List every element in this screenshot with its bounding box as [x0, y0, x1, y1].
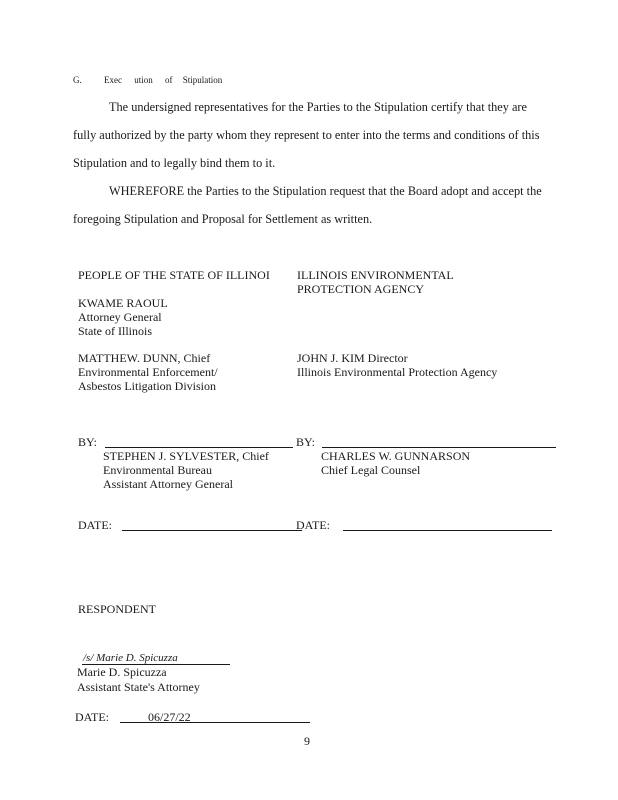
page-number: 9: [304, 734, 310, 748]
left-official-title-2: State of Illinois: [78, 324, 152, 338]
left-chief-title-1: Environmental Enforcement/: [78, 365, 218, 379]
section-word-2: ution: [134, 75, 153, 85]
left-signer-title-2: Assistant Attorney General: [103, 477, 233, 491]
right-signer-name: CHARLES W. GUNNARSON: [321, 449, 471, 463]
respondent-title: Assistant State's Attorney: [77, 680, 200, 694]
left-chief-title-2: Asbestos Litigation Division: [78, 379, 216, 393]
left-by-label: BY:: [78, 435, 97, 449]
right-director-title: Illinois Environmental Protection Agency: [297, 365, 498, 379]
paragraph-1-line-1: The undersigned representatives for the Parties to the Stipulation certify that they are: [109, 100, 527, 114]
right-party-name-line-2: PROTECTION AGENCY: [297, 282, 425, 296]
respondent-date-label: DATE:: [75, 710, 109, 724]
section-word-3: of: [165, 75, 173, 85]
paragraph-1-line-3: Stipulation and to legally bind them to it.: [73, 156, 276, 170]
section-word-4: Stipulation: [182, 75, 223, 85]
left-date-line: [122, 530, 302, 531]
respondent-heading: RESPONDENT: [78, 602, 157, 616]
left-chief-name: MATTHEW. DUNN, Chief: [78, 351, 211, 365]
left-official-name: KWAME RAOUL: [78, 296, 168, 310]
left-signer-title-1: Environmental Bureau: [103, 463, 212, 477]
respondent-date-value: 06/27/22: [148, 710, 191, 724]
left-date-label: DATE:: [78, 518, 112, 532]
right-date-label: DATE:: [296, 518, 330, 532]
right-party-name-line-1: ILLINOIS ENVIRONMENTAL: [297, 268, 454, 282]
paragraph-2-line-1: WHEREFORE the Parties to the Stipulation request that the Board adopt and accept the: [109, 184, 542, 198]
respondent-signature: /s/ Marie D. Spicuzza: [83, 652, 178, 664]
right-date-line: [343, 530, 552, 531]
section-word-1: Exec: [104, 75, 122, 85]
paragraph-1-line-2: fully authorized by the party whom they represent to enter into the terms and conditions of this: [73, 128, 540, 142]
left-signer-name: STEPHEN J. SYLVESTER, Chief: [103, 449, 269, 463]
right-by-label: BY:: [296, 435, 315, 449]
right-director-name: JOHN J. KIM Director: [297, 351, 408, 365]
section-heading: [73, 75, 222, 85]
section-letter: G.: [73, 75, 82, 85]
paragraph-2-line-2: foregoing Stipulation and Proposal for Settlement as written.: [73, 212, 373, 226]
left-party-name: PEOPLE OF THE STATE OF ILLINOI: [78, 268, 270, 282]
left-signature-line: [105, 447, 293, 448]
right-signer-title: Chief Legal Counsel: [321, 463, 421, 477]
right-signature-line: [322, 447, 556, 448]
respondent-name: Marie D. Spicuzza: [77, 665, 167, 679]
left-official-title-1: Attorney General: [78, 310, 162, 324]
